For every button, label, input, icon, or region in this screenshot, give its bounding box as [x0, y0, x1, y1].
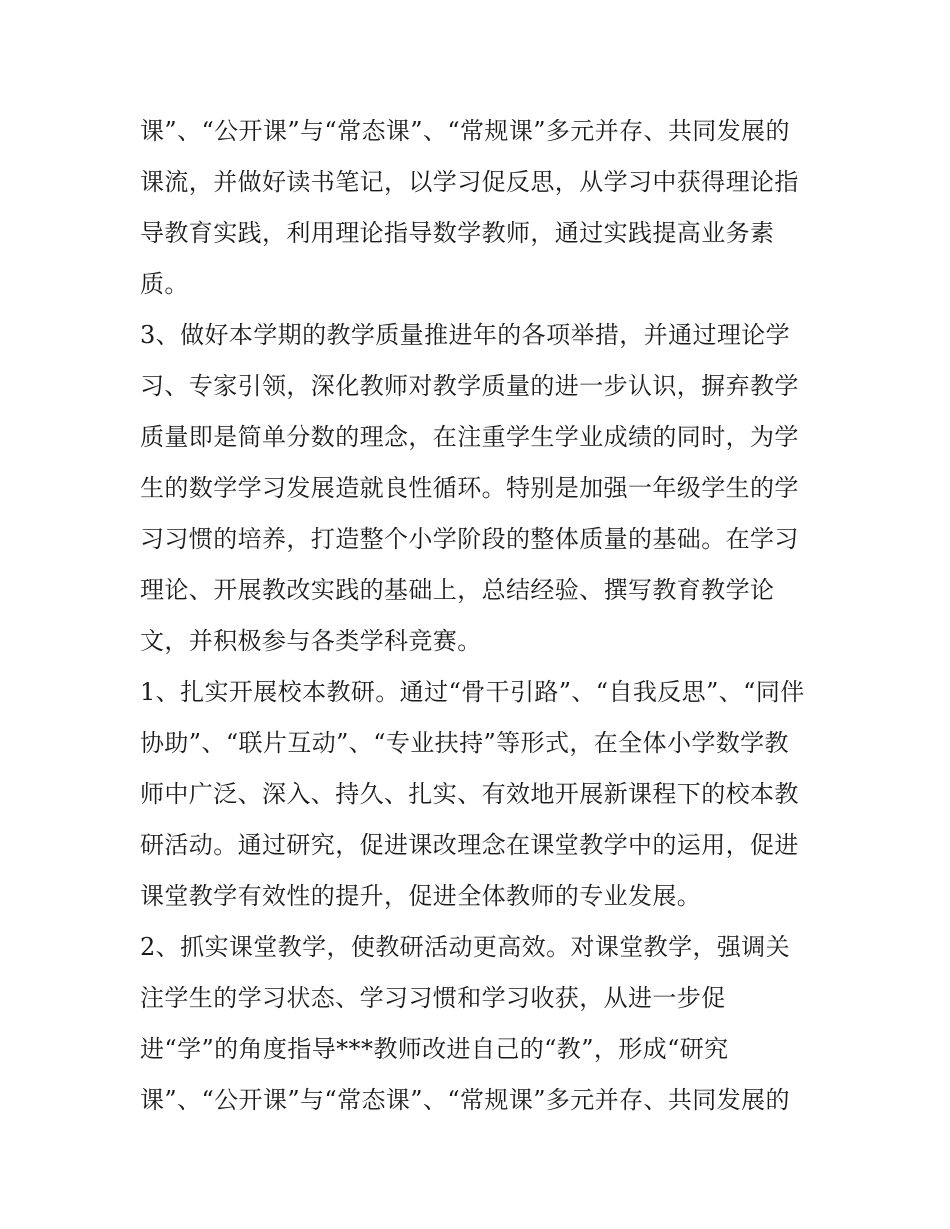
text-line: 质。 [140, 270, 189, 298]
text-line: 生的数学学习发展造就良性循环。特别是加强一年级学生的学 [140, 474, 799, 502]
text-line: 2、抓实课堂教学，使教研活动更高效。对课堂教学，强调关 [140, 933, 791, 961]
text-line: 注学生的学习状态、学习习惯和学习收获，从进一步促 [140, 984, 726, 1012]
text-line: 3、做好本学期的教学质量推进年的各项举措，并通过理论学 [140, 321, 791, 349]
text-line: 习习惯的培养，打造整个小学阶段的整体质量的基础。在学习 [140, 525, 799, 553]
text-line: 进“学”的角度指导***教师改进自己的“教”，形成“研究 [140, 1035, 729, 1063]
text-line: 师中广泛、深入、持久、扎实、有效地开展新课程下的校本教 [140, 780, 799, 808]
text-line: 课堂教学有效性的提升，促进全体教师的专业发展。 [140, 882, 702, 910]
document-body [140, 106, 820, 1126]
text-line: 1、扎实开展校本教研。通过“骨干引路”、“自我反思”、“同伴 [140, 678, 805, 706]
text-line: 课”、“公开课”与“常态课”、“常规课”多元并存、共同发展的 [140, 1086, 790, 1114]
text-line: 文，并积极参与各类学科竞赛。 [140, 627, 482, 655]
text-line: 研活动。通过研究，促进课改理念在课堂教学中的运用，促进 [140, 831, 799, 859]
text-line: 协助”、“联片互动”、“专业扶持”等形式，在全体小学数学教 [140, 729, 789, 757]
text-line: 课”、“公开课”与“常态课”、“常规课”多元并存、共同发展的 [140, 117, 790, 145]
text-line: 课流，并做好读书笔记，以学习促反思，从学习中获得理论指 [140, 168, 799, 196]
text-line: 质量即是简单分数的理念，在注重学生学业成绩的同时，为学 [140, 423, 799, 451]
text-line: 理论、开展教改实践的基础上，总结经验、撰写教育教学论 [140, 576, 775, 604]
text-line: 导教育实践，利用理论指导数学教师，通过实践提高业务素 [140, 219, 775, 247]
text-line: 习、专家引领，深化教师对教学质量的进一步认识，摒弃教学 [140, 372, 799, 400]
